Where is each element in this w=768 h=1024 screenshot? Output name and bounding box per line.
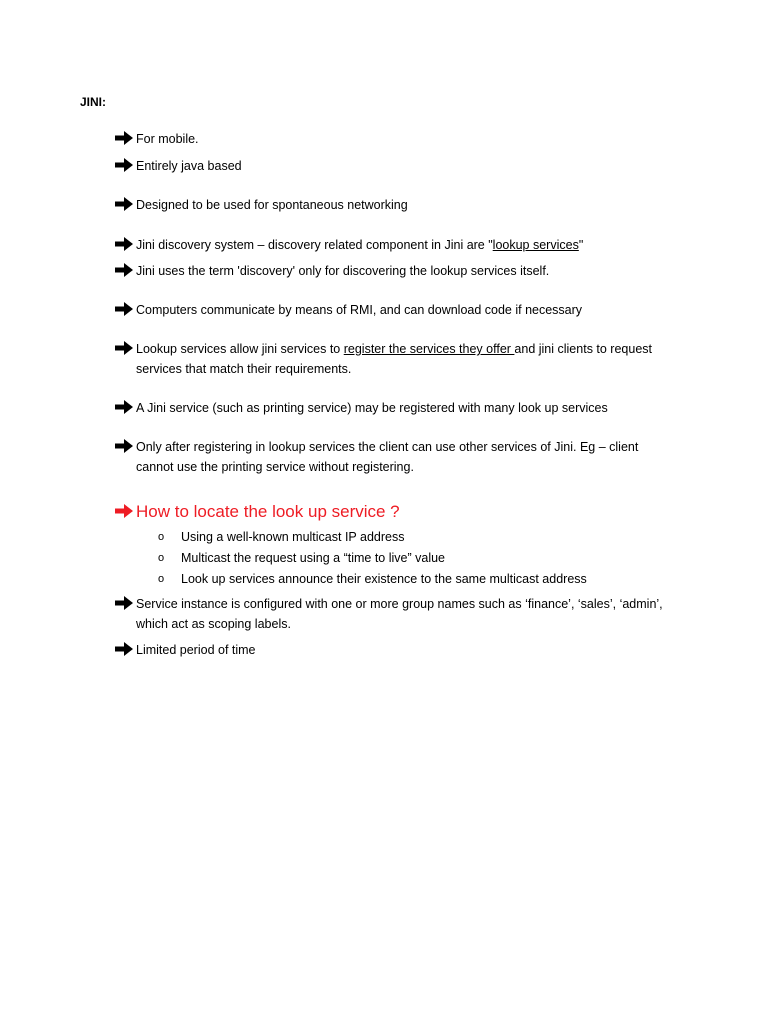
- sub-list-item: [158, 548, 638, 568]
- sub-item-text: Using a well-known multicast IP address: [181, 530, 405, 544]
- arrow-right-icon: [114, 595, 134, 611]
- sub-item-text: Look up services announce their existence to the same multicast address: [181, 572, 587, 586]
- sub-list-item: [158, 569, 638, 589]
- item-text: A Jini service (such as printing service) may be registered with many look up services: [136, 401, 608, 415]
- list-item: [114, 398, 674, 418]
- circle-bullet-icon: o: [158, 552, 165, 564]
- page-title: JINI:: [80, 95, 107, 109]
- item-text: Only after registering in lookup services the client can use other services of Jini. Eg – client: [136, 440, 639, 454]
- lookup-services-link: lookup services: [492, 238, 579, 252]
- item-text: Service instance is configured with one or more group names such as ‘finance’, ‘sales’, ‘admin’,: [136, 597, 663, 611]
- item-text: Entirely java based: [136, 159, 242, 173]
- arrow-right-icon: [114, 262, 134, 278]
- arrow-right-icon: [114, 196, 134, 212]
- sub-list-item: [158, 527, 638, 547]
- arrow-right-icon: [114, 301, 134, 317]
- arrow-right-icon: [114, 130, 134, 146]
- list-item: [114, 594, 674, 634]
- register-services-link: register the services they offer: [343, 342, 515, 356]
- list-item: [114, 156, 674, 176]
- list-item: [114, 640, 674, 660]
- item-text: Jini discovery system – discovery related component in Jini are "lookup services": [136, 238, 584, 252]
- circle-bullet-icon: o: [158, 573, 165, 585]
- arrow-right-icon: [114, 641, 134, 657]
- arrow-right-icon: [114, 157, 134, 173]
- item-text: For mobile.: [136, 132, 199, 146]
- item-text: Lookup services allow jini services to register the services they offer and jini clients to request: [136, 342, 653, 356]
- list-item: [114, 129, 674, 149]
- circle-bullet-icon: o: [158, 531, 165, 543]
- heading-text: How to locate the look up service ?: [136, 502, 400, 521]
- section-heading: [114, 500, 674, 524]
- list-item: [114, 195, 674, 215]
- arrow-right-icon: [114, 236, 134, 252]
- item-text: Computers communicate by means of RMI, and can download code if necessary: [136, 303, 583, 317]
- item-text: Jini uses the term 'discovery' only for discovering the lookup services itself.: [136, 264, 550, 278]
- item-text: Limited period of time: [136, 643, 256, 657]
- list-item: [114, 300, 674, 320]
- item-text: Designed to be used for spontaneous networking: [136, 198, 408, 212]
- sub-item-text: Multicast the request using a “time to live” value: [181, 551, 446, 565]
- list-item: [114, 235, 674, 255]
- item-text-line2: cannot use the printing service without registering.: [136, 460, 414, 474]
- arrow-right-icon: [114, 399, 134, 415]
- list-item: [114, 339, 674, 379]
- item-text-line2: which act as scoping labels.: [136, 617, 291, 631]
- arrow-right-icon: [114, 340, 134, 356]
- list-item: [114, 437, 674, 477]
- arrow-right-icon: [114, 503, 134, 519]
- arrow-right-icon: [114, 438, 134, 454]
- list-item: [114, 261, 674, 281]
- item-text-line2: services that match their requirements.: [136, 362, 352, 376]
